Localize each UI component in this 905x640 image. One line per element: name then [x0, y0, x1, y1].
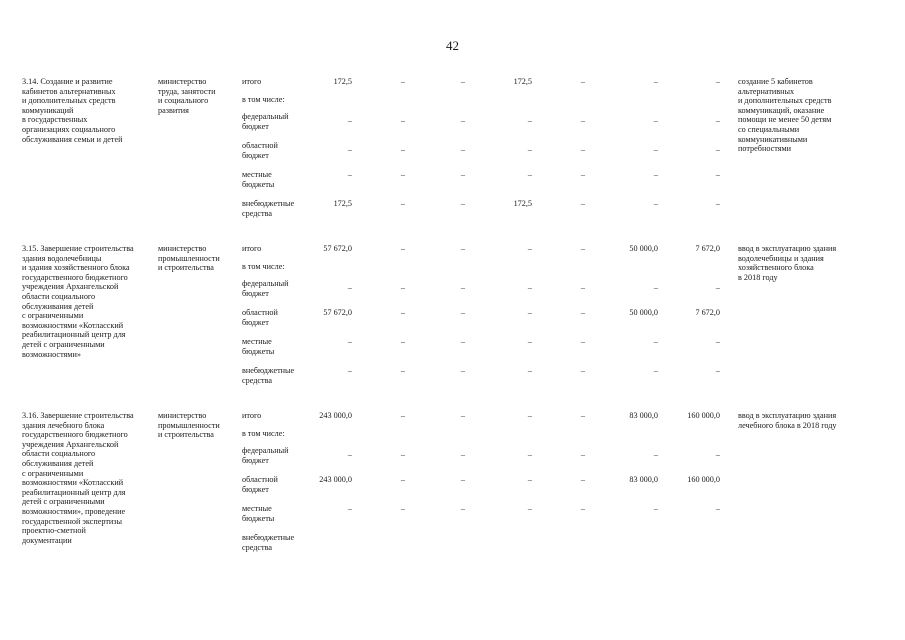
value-cell: – [527, 411, 532, 420]
value-cell: 83 000,0 [629, 411, 658, 420]
value-cell: – [460, 116, 465, 125]
value-cell: – [715, 199, 720, 208]
value-cell: – [653, 283, 658, 292]
value-cell: – [347, 337, 352, 346]
source-label: итого [242, 244, 262, 253]
source-label: итого [242, 411, 262, 420]
value-cell: – [347, 450, 352, 459]
value-cell: 243 000,0 [319, 475, 352, 484]
value-cell: – [715, 283, 720, 292]
value-cell: – [580, 77, 585, 86]
value-cell: – [580, 450, 585, 459]
measure-executor: министерство промышленности и строительства [158, 411, 220, 440]
value-cell: – [715, 366, 720, 375]
source-label: федеральный бюджет [242, 112, 289, 131]
value-cell: – [400, 308, 405, 317]
source-label: внебюджетные средства [242, 533, 295, 552]
source-row-regional [0, 475, 905, 501]
measure-title: 3.16. Завершение строительства здания лечебного блока государственного бюджетного учреждения Архангельской области социального обслуживания детей с ограниченными возможностями «Котласский реабилитационный центр для детей с ограниченными возможностями», проведение государственной экспертизы проектно-сметной документации [22, 411, 134, 545]
value-cell: – [580, 145, 585, 154]
source-label: в том числе: [242, 95, 285, 104]
value-cell: – [580, 170, 585, 179]
value-cell: – [715, 450, 720, 459]
source-label: местные бюджеты [242, 170, 275, 189]
value-cell: – [580, 116, 585, 125]
source-label: местные бюджеты [242, 337, 275, 356]
value-cell: – [347, 116, 352, 125]
value-cell: 7 672,0 [695, 244, 720, 253]
value-cell: – [527, 308, 532, 317]
source-label: итого [242, 77, 262, 86]
value-cell: – [400, 337, 405, 346]
value-cell: – [460, 77, 465, 86]
value-cell: 160 000,0 [687, 475, 720, 484]
value-cell: – [527, 116, 532, 125]
source-row-extrabudgetary [0, 199, 905, 225]
value-cell: – [653, 145, 658, 154]
value-cell: 172,5 [333, 77, 352, 86]
value-cell: – [580, 308, 585, 317]
value-cell: 172,5 [513, 77, 532, 86]
value-cell: – [347, 504, 352, 513]
value-cell: – [580, 283, 585, 292]
value-cell: – [400, 145, 405, 154]
value-cell: – [580, 337, 585, 346]
source-row-local [0, 504, 905, 530]
value-cell: – [400, 116, 405, 125]
source-label: областной бюджет [242, 308, 278, 327]
value-cell: – [527, 366, 532, 375]
value-cell: – [715, 145, 720, 154]
value-cell: – [653, 170, 658, 179]
value-cell: – [400, 77, 405, 86]
source-label: федеральный бюджет [242, 279, 289, 298]
value-cell: – [527, 504, 532, 513]
value-cell: – [460, 337, 465, 346]
value-cell: – [580, 504, 585, 513]
measure-result: создание 5 кабинетов альтернативных и дополнительных средств коммуникаций, оказание помощи не менее 50 детям со специальными коммуникативными потребностями [738, 77, 832, 154]
measure-result: ввод в эксплуатацию здания лечебного блока в 2018 году [738, 411, 837, 430]
value-cell: 7 672,0 [695, 308, 720, 317]
source-label: внебюджетные средства [242, 199, 295, 218]
source-row-regional [0, 308, 905, 334]
value-cell: – [653, 199, 658, 208]
source-label: внебюджетные средства [242, 366, 295, 385]
value-cell: – [653, 337, 658, 346]
value-cell: – [400, 366, 405, 375]
source-row-local [0, 337, 905, 363]
value-cell: – [400, 411, 405, 420]
value-cell: 172,5 [513, 199, 532, 208]
value-cell: – [347, 283, 352, 292]
measure-result: ввод в эксплуатацию здания водолечебницы и здания хозяйственного блока в 2018 году [738, 244, 837, 282]
value-cell: – [653, 504, 658, 513]
value-cell: – [460, 199, 465, 208]
value-cell: – [527, 450, 532, 459]
value-cell: – [347, 145, 352, 154]
page-number: 42 [446, 38, 459, 53]
value-cell: – [460, 170, 465, 179]
source-row-local [0, 170, 905, 196]
value-cell: – [460, 244, 465, 253]
measure-title: 3.15. Завершение строительства здания водолечебницы и здания хозяйственного блока государственного бюджетного учреждения Архангельской области социального обслуживания детей с ограниченными возможностями «Котласский реабилитационный центр для детей с ограниченными возможностями» [22, 244, 134, 359]
measure-executor: министерство труда, занятости и социального развития [158, 77, 216, 115]
value-cell: 83 000,0 [629, 475, 658, 484]
value-cell: – [653, 77, 658, 86]
value-cell: – [400, 199, 405, 208]
value-cell: – [580, 475, 585, 484]
value-cell: 57 672,0 [323, 308, 352, 317]
value-cell: 57 672,0 [323, 244, 352, 253]
source-label: в том числе: [242, 429, 285, 438]
value-cell: – [460, 145, 465, 154]
value-cell: – [580, 366, 585, 375]
value-cell: – [653, 450, 658, 459]
value-cell: – [400, 504, 405, 513]
value-cell: – [715, 116, 720, 125]
value-cell: 243 000,0 [319, 411, 352, 420]
value-cell: – [527, 337, 532, 346]
value-cell: – [460, 366, 465, 375]
value-cell: – [400, 475, 405, 484]
source-row-regional [0, 141, 905, 167]
value-cell: – [580, 411, 585, 420]
value-cell: – [527, 475, 532, 484]
value-cell: 160 000,0 [687, 411, 720, 420]
measure-executor: министерство промышленности и строительства [158, 244, 220, 273]
source-label: областной бюджет [242, 141, 278, 160]
source-row-federal [0, 112, 905, 138]
value-cell: 172,5 [333, 199, 352, 208]
value-cell: 50 000,0 [629, 308, 658, 317]
value-cell: – [580, 244, 585, 253]
value-cell: – [460, 308, 465, 317]
value-cell: – [715, 77, 720, 86]
value-cell: – [400, 283, 405, 292]
value-cell: – [400, 450, 405, 459]
source-label: в том числе: [242, 262, 285, 271]
value-cell: – [347, 366, 352, 375]
value-cell: – [460, 475, 465, 484]
value-cell: – [460, 283, 465, 292]
value-cell: – [460, 450, 465, 459]
value-cell: – [460, 504, 465, 513]
value-cell: – [527, 244, 532, 253]
source-row-extrabudgetary [0, 366, 905, 392]
value-cell: – [460, 411, 465, 420]
source-row-federal [0, 446, 905, 472]
value-cell: – [400, 244, 405, 253]
value-cell: – [653, 116, 658, 125]
value-cell: – [527, 170, 532, 179]
value-cell: – [580, 199, 585, 208]
value-cell: – [715, 170, 720, 179]
value-cell: – [400, 170, 405, 179]
value-cell: – [527, 145, 532, 154]
value-cell: – [347, 170, 352, 179]
value-cell: – [715, 504, 720, 513]
value-cell: – [653, 366, 658, 375]
value-cell: 50 000,0 [629, 244, 658, 253]
source-label: местные бюджеты [242, 504, 275, 523]
value-cell: – [715, 337, 720, 346]
source-row-federal [0, 279, 905, 305]
source-label: федеральный бюджет [242, 446, 289, 465]
source-row-extrabudgetary [0, 533, 905, 559]
value-cell: – [527, 283, 532, 292]
source-label: областной бюджет [242, 475, 278, 494]
measure-title: 3.14. Создание и развитие кабинетов альтернативных и дополнительных средств коммуникаций в государственных организациях социального обслуживания семьи и детей [22, 77, 123, 144]
